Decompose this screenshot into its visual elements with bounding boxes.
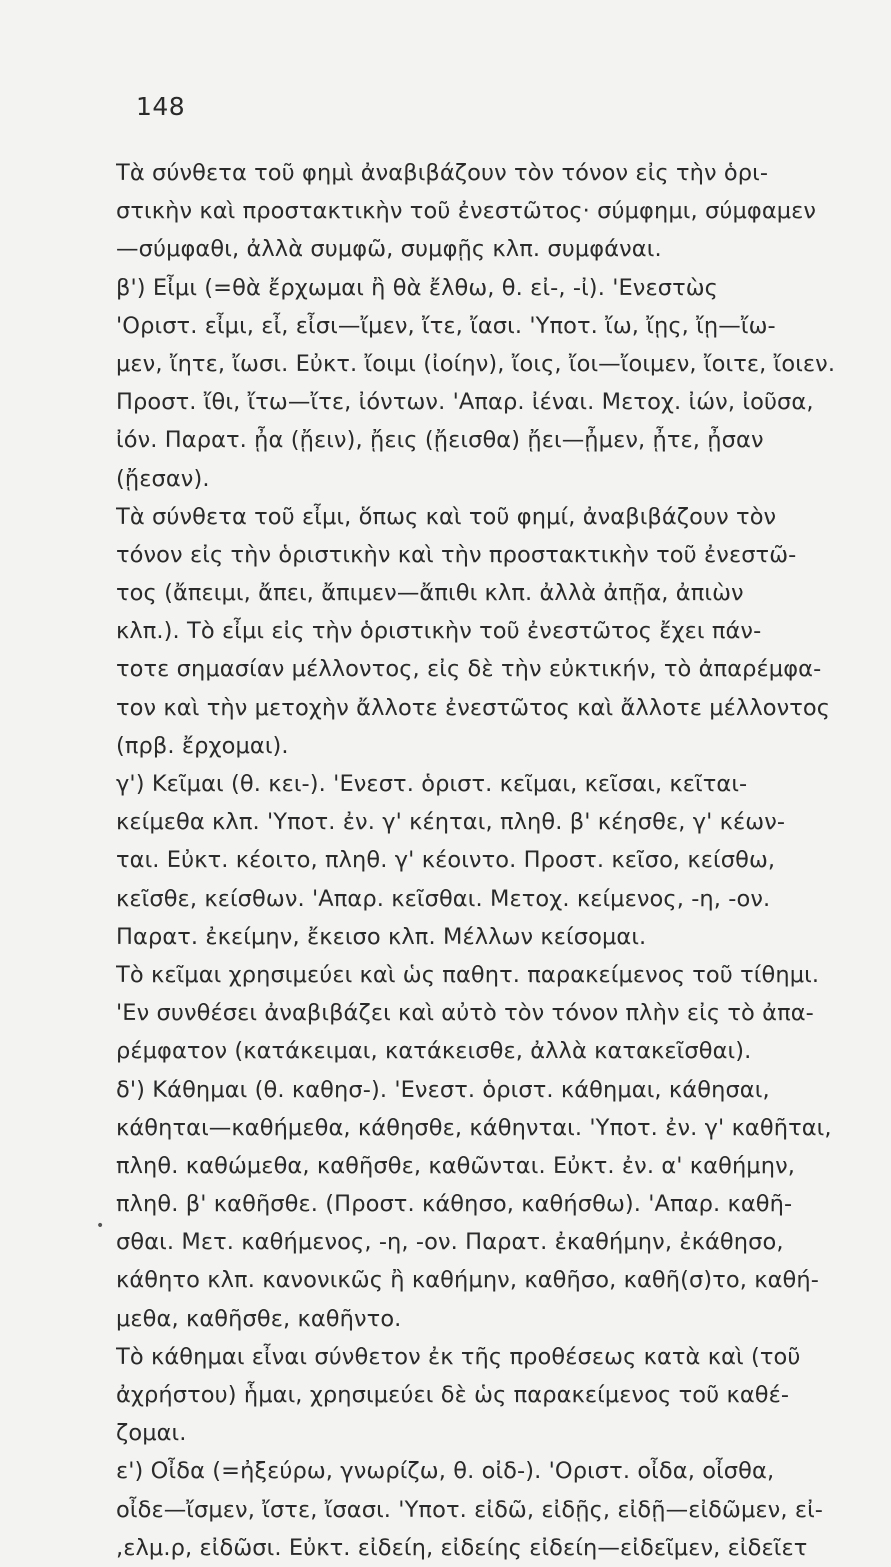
text-line: (πρβ. ἔρχομαι). — [116, 732, 289, 759]
text-line: δ') Κάθημαι (θ. καθησ-). 'Ενεστ. ὁριστ. κάθημαι, κάθησαι, — [116, 1076, 770, 1103]
text-line: ζομαι. — [116, 1420, 187, 1447]
text-line: κεῖσθε, κείσθων. 'Απαρ. κεῖσθαι. Μετοχ. κείμενος, -η, -ον. — [116, 885, 771, 912]
text-line: Τὸ κεῖμαι χρησιμεύει καὶ ὡς παθητ. παρακείμενος τοῦ τίθημι. — [116, 961, 820, 988]
text-line: πληθ. β' καθῆσθε. (Προστ. κάθησο, καθήσθω). 'Απαρ. καθῆ- — [116, 1191, 793, 1218]
text-line: —σύμφαθι, ἀλλὰ συμφῶ, συμφῇς κλπ. συμφάναι. — [116, 236, 662, 263]
text-line: στικὴν καὶ προστακτικὴν τοῦ ἐνεστῶτος· σύμφημι, σύμφαμεν — [116, 198, 817, 225]
text-line: 'Εν συνθέσει ἀναβιβάζει καὶ αὐτὸ τὸν τόνον πλὴν εἰς τὸ ἀπα- — [116, 1000, 814, 1027]
text-line: Τὸ κάθημαι εἶναι σύνθετον ἐκ τῆς προθέσεως κατὰ καὶ (τοῦ — [116, 1343, 801, 1370]
text-line: οἶδε—ἴσμεν, ἴστε, ἴσασι. 'Υποτ. εἰδῶ, εἰδῇς, εἰδῇ—εἰδῶμεν, εἰ- — [116, 1496, 824, 1523]
text-line: Τὰ σύνθετα τοῦ εἶμι, ὅπως καὶ τοῦ φημί, ἀναβιβάζουν τὸν — [116, 503, 777, 530]
text-line: ται. Εὐκτ. κέοιτο, πληθ. γ' κέοιντο. Προστ. κεῖσο, κείσθω, — [116, 847, 776, 874]
text-line: Προστ. ἴθι, ἴτω—ἴτε, ἰόντων. 'Απαρ. ἰέναι. Μετοχ. ἰών, ἰοῦσα, — [116, 389, 814, 416]
margin-mark: • — [96, 1218, 105, 1234]
text-line: ρέμφατον (κατάκειμαι, κατάκεισθε, ἀλλὰ κατακεῖσθαι). — [116, 1038, 752, 1065]
text-line: κάθηται—καθήμεθα, κάθησθε, κάθηνται. 'Υποτ. ἐν. γ' καθῆται, — [116, 1114, 832, 1141]
text-line: μεν, ἴητε, ἴωσι. Εὐκτ. ἴοιμι (ἰοίην), ἴοις, ἴοι—ἴοιμεν, ἴοιτε, ἴοιεν. — [116, 350, 836, 377]
text-line: (ᾔεσαν). — [116, 465, 210, 492]
text-line: τος (ἄπειμι, ἄπει, ἄπιμεν—ἄπιθι κλπ. ἀλλὰ ἀπῇα, ἀπιὼν — [116, 580, 744, 607]
text-line: κείμεθα κλπ. 'Υποτ. ἐν. γ' κέηται, πληθ. β' κέησθε, γ' κέων- — [116, 809, 786, 836]
text-line: κλπ.). Τὸ εἶμι εἰς τὴν ὁριστικὴν τοῦ ἐνεστῶτος ἔχει πάν- — [116, 618, 762, 645]
text-body — [116, 154, 868, 1567]
page-number: 148 — [136, 92, 186, 121]
text-line: ἀχρήστου) ἧμαι, χρησιμεύει δὲ ὡς παρακείμενος τοῦ καθέ- — [116, 1382, 790, 1408]
text-line: β') Εἶμι (=θὰ ἔρχωμαι ἢ θὰ ἔλθω, θ. εἰ-, -ἰ). 'Ενεστὼς — [116, 274, 718, 301]
text-line: μεθα, καθῆσθε, καθῆντο. — [116, 1305, 402, 1332]
text-line: Παρατ. ἐκείμην, ἔκεισο κλπ. Μέλλων κείσομαι. — [116, 923, 647, 950]
text-line: Τὰ σύνθετα τοῦ φημὶ ἀναβιβάζουν τὸν τόνον εἰς τὴν ὁρι- — [116, 160, 769, 186]
text-line: ε') Οἶδα (=ἠξεύρω, γνωρίζω, θ. οἰδ-). 'Οριστ. οἶδα, οἶσθα, — [116, 1458, 775, 1485]
text-line: πληθ. καθώμεθα, καθῆσθε, καθῶνται. Εὐκτ. ἐν. α' καθήμην, — [116, 1152, 796, 1179]
text-line: τοτε σημασίαν μέλλοντος, εἰς δὲ τὴν εὐκτικήν, τὸ ἀπαρέμφα- — [116, 656, 822, 683]
text-line: τόνον εἰς τὴν ὁριστικὴν καὶ τὴν προστακτικὴν τοῦ ἐνεστῶ- — [116, 541, 797, 568]
text-line: γ') Κεῖμαι (θ. κει-). 'Ενεστ. ὁριστ. κεῖμαι, κεῖσαι, κεῖται- — [116, 771, 748, 797]
text-line: ἰόν. Παρατ. ᾖα (ᾔειν), ᾔεις (ᾔεισθα) ᾔει—ᾖμεν, ᾖτε, ᾖσαν — [116, 427, 764, 454]
text-line: σθαι. Μετ. καθήμενος, -η, -ον. Παρατ. ἐκαθήμην, ἐκάθησο, — [116, 1229, 784, 1256]
text-line: κάθητο κλπ. κανονικῶς ἢ καθήμην, καθῆσο, καθῆ(σ)το, καθή- — [116, 1267, 819, 1294]
text-line: τον καὶ τὴν μετοχὴν ἄλλοτε ἐνεστῶτος καὶ ἄλλοτε μέλλοντος — [116, 694, 831, 721]
text-line: 'Οριστ. εἶμι, εἶ, εἶσι—ἴμεν, ἴτε, ἴασι. 'Υποτ. ἴω, ἴῃς, ἴῃ—ἴω- — [116, 312, 776, 339]
text-line: ,ελμ.ρ, εἰδῶσι. Εὐκτ. εἰδείη, εἰδείης εἰδείη—εἰδεῖμεν, εἰδεῖετ — [116, 1534, 808, 1561]
